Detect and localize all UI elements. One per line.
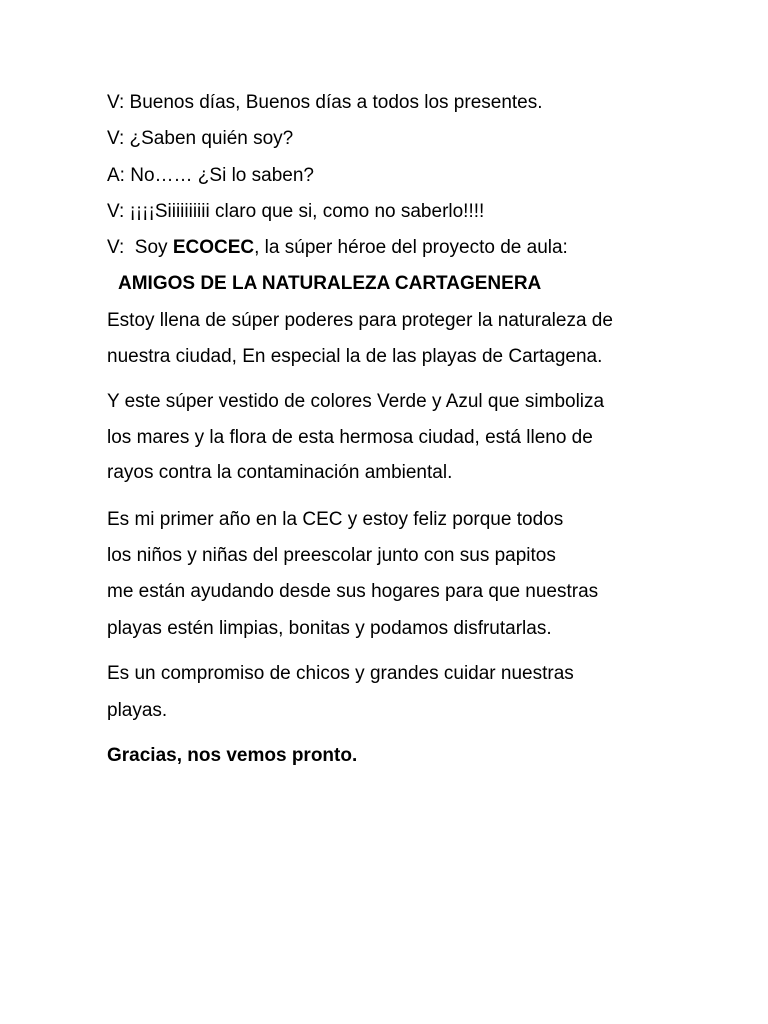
- document-page: [107, 0, 727, 1024]
- paragraph-3-line-1: Es mi primer año en la CEC y estoy feliz porque todos: [107, 509, 564, 530]
- dialogue-line-4: V: ¡¡¡¡Siiiiiiiiii claro que si, como no saberlo!!!!: [107, 201, 485, 222]
- intro-prefix: V: Soy: [107, 237, 173, 258]
- paragraph-2-line-2: los mares y la flora de esta hermosa ciudad, está lleno de: [107, 427, 593, 448]
- paragraph-2-line-3: rayos contra la contaminación ambiental.: [107, 462, 453, 483]
- paragraph-1-line-2: nuestra ciudad, En especial la de las playas de Cartagena.: [107, 346, 603, 367]
- paragraph-2-line-1: Y este súper vestido de colores Verde y Azul que simboliza: [107, 391, 605, 412]
- paragraph-4-line-2: playas.: [107, 700, 168, 721]
- paragraph-1-line-1: Estoy llena de súper poderes para proteger la naturaleza de: [107, 310, 613, 331]
- paragraph-3-line-4: playas estén limpias, bonitas y podamos disfrutarlas.: [107, 618, 552, 639]
- project-title: AMIGOS DE LA NATURALEZA CARTAGENERA: [118, 273, 542, 294]
- dialogue-line-2: V: ¿Saben quién soy?: [107, 128, 294, 149]
- hero-name: ECOCEC: [172, 237, 255, 258]
- closing-line: Gracias, nos vemos pronto.: [107, 745, 358, 766]
- paragraph-3-line-3: me están ayudando desde sus hogares para que nuestras: [107, 581, 599, 602]
- intro-suffix: , la súper héroe del proyecto de aula:: [254, 237, 568, 258]
- paragraph-4-line-1: Es un compromiso de chicos y grandes cuidar nuestras: [107, 663, 574, 684]
- dialogue-line-3: A: No…… ¿Si lo saben?: [107, 165, 314, 186]
- dialogue-line-1: V: Buenos días, Buenos días a todos los presentes.: [107, 92, 543, 113]
- intro-line: [107, 237, 568, 259]
- paragraph-3-line-2: los niños y niñas del preescolar junto con sus papitos: [107, 545, 556, 566]
